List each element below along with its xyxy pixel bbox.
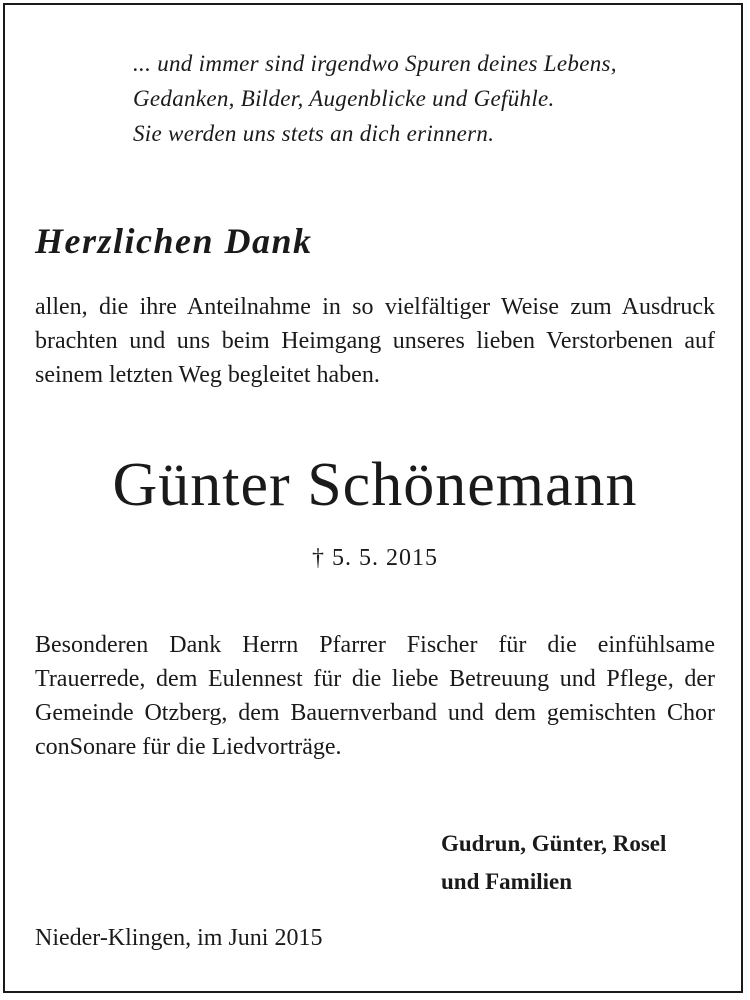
place-and-date: Nieder-Klingen, im Juni 2015 xyxy=(35,925,323,951)
intro-paragraph: allen, die ihre Anteilnahme in so vielfältiger Weise zum Ausdruck brachten und uns beim Heimgang unseres lieben Verstorbenen auf seinem letzten Weg begleitet haben. xyxy=(35,294,715,388)
death-date: † 5. 5. 2015 xyxy=(312,545,438,571)
thanks-heading: Herzlichen Dank xyxy=(35,221,313,261)
special-thanks-paragraph: Besonderen Dank Herrn Pfarrer Fischer für die einfühlsame Trauerrede, dem Eulennest für die liebe Betreuung und Pflege, der Gemeinde Otzberg, dem Bauernverband und dem gemischten Chor conSonare für die Liedvorträge. xyxy=(35,632,715,760)
deceased-name: Günter Schönemann xyxy=(112,451,638,519)
signature-names: Gudrun, Günter, Rosel xyxy=(441,831,667,856)
signature-block xyxy=(441,825,666,901)
signature-families: und Familien xyxy=(441,869,573,894)
quote-line: Sie werden uns stets an dich erinnern. xyxy=(133,121,495,146)
quote-line: ... und immer sind irgendwo Spuren deines Lebens, xyxy=(133,51,617,76)
quote-line: Gedanken, Bilder, Augenblicke und Gefühle. xyxy=(133,86,555,111)
memorial-quote xyxy=(133,46,733,151)
